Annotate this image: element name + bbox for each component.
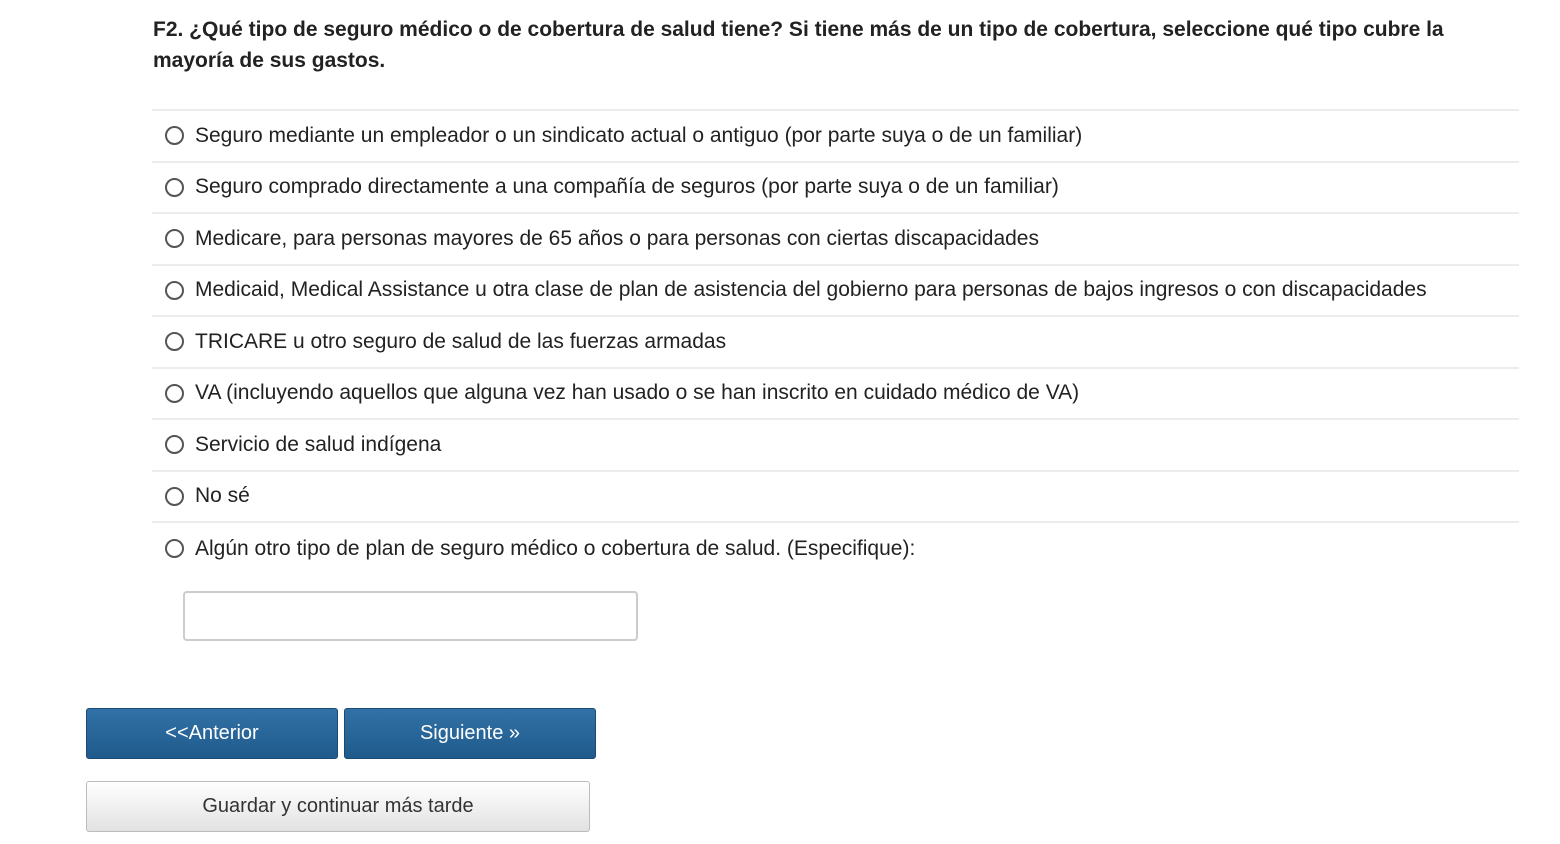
answer-options-list [152, 109, 1519, 575]
option-label: No sé [195, 484, 250, 508]
previous-button[interactable]: <<Anterior [86, 708, 338, 759]
radio-button[interactable] [165, 487, 184, 506]
option-label: TRICARE u otro seguro de salud de las fuerzas armadas [195, 329, 727, 353]
option-label: Medicaid, Medical Assistance u otra clase de plan de asistencia del gobierno para personas de bajos ingresos o con discapacidades [195, 278, 1427, 302]
save-and-continue-later-button[interactable]: Guardar y continuar más tarde [86, 781, 590, 832]
radio-button[interactable] [165, 178, 184, 197]
other-specify-input[interactable] [183, 591, 638, 641]
radio-button[interactable] [165, 384, 184, 403]
option-label: Medicare, para personas mayores de 65 años o para personas con ciertas discapacidades [195, 226, 1039, 250]
radio-button[interactable] [165, 126, 184, 145]
option-medicaid[interactable] [152, 266, 1519, 318]
option-other-specify[interactable] [152, 523, 1519, 575]
option-employer-union[interactable] [152, 111, 1519, 163]
option-label: Algún otro tipo de plan de seguro médico o cobertura de salud. (Especifique): [195, 536, 916, 560]
radio-button[interactable] [165, 332, 184, 351]
option-dont-know[interactable] [152, 472, 1519, 524]
option-label: Seguro mediante un empleador o un sindicato actual o antiguo (por parte suya o de un familiar) [195, 123, 1083, 147]
option-va[interactable] [152, 369, 1519, 421]
option-label: Servicio de salud indígena [195, 432, 442, 456]
radio-button[interactable] [165, 229, 184, 248]
option-direct-purchase[interactable] [152, 163, 1519, 215]
option-label: VA (incluyendo aquellos que alguna vez han usado o se han inscrito en cuidado médico de VA) [195, 381, 1080, 405]
radio-button[interactable] [165, 539, 184, 558]
radio-button[interactable] [165, 435, 184, 454]
option-label: Seguro comprado directamente a una compañía de seguros (por parte suya o de un familiar) [195, 175, 1059, 199]
next-button[interactable]: Siguiente » [344, 708, 596, 759]
radio-button[interactable] [165, 281, 184, 300]
question-text: F2. ¿Qué tipo de seguro médico o de cobertura de salud tiene? Si tiene más de un tipo de cobertura, seleccione qué tipo cubre la mayoría de sus gastos. [153, 18, 1444, 72]
option-indian-health-service[interactable] [152, 420, 1519, 472]
option-medicare[interactable] [152, 214, 1519, 266]
option-tricare[interactable] [152, 317, 1519, 369]
